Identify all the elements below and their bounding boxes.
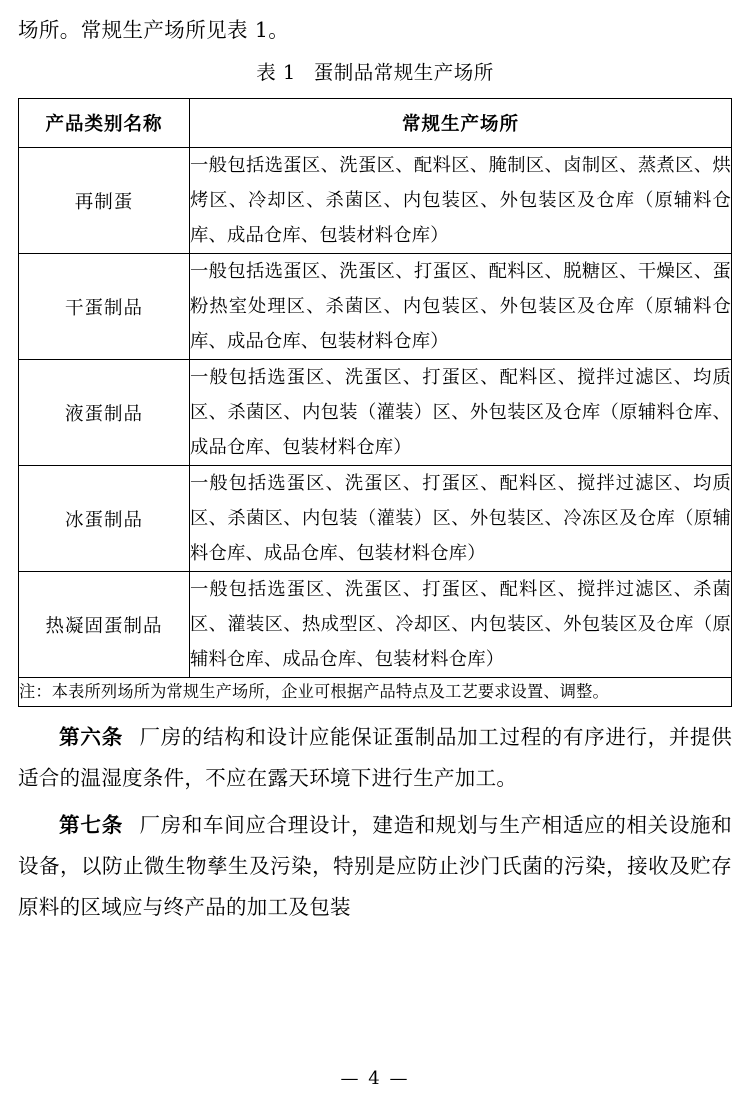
lead-paragraph: 场所。常规生产场所见表 1。 <box>18 18 290 42</box>
production-sites-table <box>18 98 732 707</box>
table-caption <box>18 56 732 90</box>
row-description: 一般包括选蛋区、洗蛋区、打蛋区、配料区、脱糖区、干燥区、蛋粉热室处理区、杀菌区、内包装区、外包装区及仓库（原辅料仓库、成品仓库、包装材料仓库） <box>190 254 732 360</box>
table-row <box>19 254 732 360</box>
row-description: 一般包括选蛋区、洗蛋区、配料区、腌制区、卤制区、蒸煮区、烘烤区、冷却区、杀菌区、内包装区、外包装区及仓库（原辅料仓库、成品仓库、包装材料仓库） <box>190 148 732 254</box>
row-category: 热凝固蛋制品 <box>19 572 190 678</box>
table-caption-text: 蛋制品常规生产场所 <box>313 61 494 84</box>
table-row <box>19 360 732 466</box>
table-header-row <box>19 99 732 148</box>
article-seven-label: 第七条 <box>59 813 124 837</box>
table-note: 注：本表所列场所为常规生产场所，企业可根据产品特点及工艺要求设置、调整。 <box>19 678 732 707</box>
table-note-row <box>19 678 732 707</box>
row-category: 液蛋制品 <box>19 360 190 466</box>
article-six-label: 第六条 <box>59 725 124 749</box>
table-caption-label: 表 1 <box>256 61 296 84</box>
article-six <box>18 717 732 799</box>
table-row <box>19 466 732 572</box>
article-six-text: 厂房的结构和设计应能保证蛋制品加工过程的有序进行，并提供适合的温湿度条件，不应在露天环境下进行生产加工。 <box>18 725 732 790</box>
article-seven <box>18 805 732 928</box>
article-seven-text: 厂房和车间应合理设计，建造和规划与生产相适应的相关设施和设备，以防止微生物孳生及污染，特别是应防止沙门氏菌的污染，接收及贮存原料的区域应与终产品的加工及包装 <box>18 813 732 919</box>
row-category: 冰蛋制品 <box>19 466 190 572</box>
page-number: — 4 — <box>340 1068 410 1089</box>
table-header-category: 产品类别名称 <box>19 99 190 148</box>
table-row <box>19 572 732 678</box>
row-description: 一般包括选蛋区、洗蛋区、打蛋区、配料区、搅拌过滤区、均质区、杀菌区、内包装（灌装）区、外包装区、冷冻区及仓库（原辅料仓库、成品仓库、包装材料仓库） <box>190 466 732 572</box>
table-header-sites: 常规生产场所 <box>190 99 732 148</box>
row-description: 一般包括选蛋区、洗蛋区、打蛋区、配料区、搅拌过滤区、均质区、杀菌区、内包装（灌装）区、外包装区及仓库（原辅料仓库、成品仓库、包装材料仓库） <box>190 360 732 466</box>
row-category: 干蛋制品 <box>19 254 190 360</box>
row-description: 一般包括选蛋区、洗蛋区、打蛋区、配料区、搅拌过滤区、杀菌区、灌装区、热成型区、冷却区、内包装区、外包装区及仓库（原辅料仓库、成品仓库、包装材料仓库） <box>190 572 732 678</box>
table-row <box>19 148 732 254</box>
row-category: 再制蛋 <box>19 148 190 254</box>
